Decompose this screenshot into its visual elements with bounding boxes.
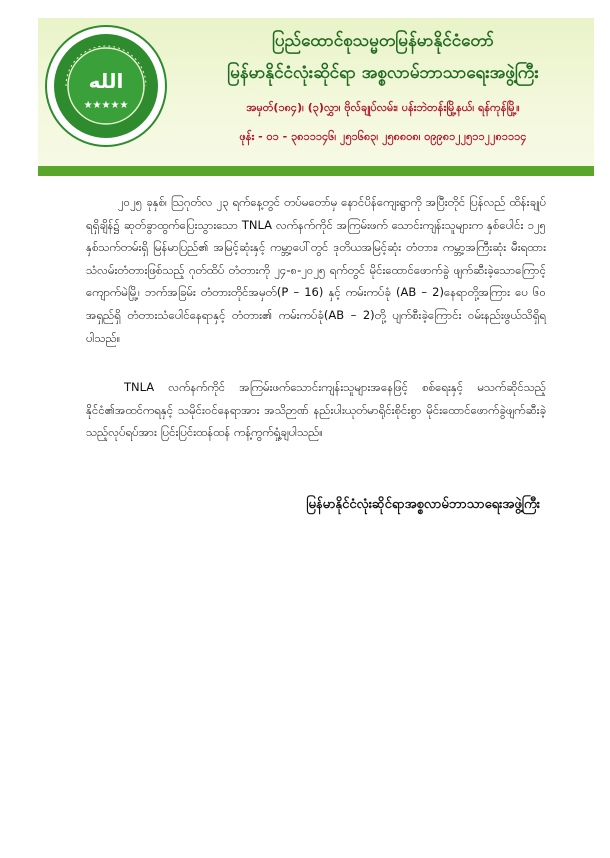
letterhead-divider: [38, 166, 594, 176]
svg-text:الله: الله: [88, 69, 124, 93]
statement-paragraph-2: TNLA လက်နက်ကိုင် အကြမ်းဖက်သောင်းကျန်းသူများအနေဖြင့် စစ်ရေးနှင့် မသက်ဆိုင်သည့် နိုင်ငံ၏အထင်ကရနှင့် သမိုင်းဝင်နေရာအား အသိဉာဏ် နည်းပါးယုတ်မာရိုင်းစိုင်းစွာ မိုင်းထောင်ဖောက်ခွဲဖျက်ဆီးခဲ့သည့်လုပ်ရပ်အား ပြင်းပြင်းထန်ထန် ကန့်ကွက်ရှုံ့ချပါသည်။: [86, 380, 546, 440]
letterhead-organization-name: မြန်မာနိုင်ငံလုံးဆိုင်ရာ အစ္စလာမ်ဘာသာရေးအဖွဲ့ကြီး: [227, 63, 539, 83]
letterhead-address: အမှတ်(၁၈၄)၊ (၃)လွှာ၊ ဗိုလ်ချုပ်လမ်း၊ ပန်းဘဲတန်းမြို့နယ်၊ ရန်ကုန်မြို့။: [246, 101, 520, 114]
letterhead-country-title: ပြည်ထောင်စုသမ္မတမြန်မာနိုင်ငံတော်: [272, 31, 494, 51]
signature-organization: မြန်မာနိုင်ငံလုံးဆိုင်ရာအစ္စလာမ်ဘာသာရေးအဖွဲ့ကြီး: [306, 497, 540, 512]
svg-text:★★★★★: ★★★★★: [83, 100, 129, 111]
organization-seal-logo: [44, 24, 168, 148]
letterhead-phone: ဖုန်း - ၀၁ - ၃၈၁၁၁၄၆၊ ၂၅၁၆၈၃၊ ၂၅၈၈၀၈၊ ၀၉၉၈၁၂၂၅၁၁၂၂၈၁၁၁၄: [239, 130, 527, 143]
statement-paragraph-1: ၂၀၂၅ ခုနှစ်၊ ဩဂုတ်လ ၂၃ ရက်နေ့တွင် တပ်မတော်မှ နောင်ပိန်ကျေးရွာကို အပြီးတိုင် ပြန်လည် ထိန်းချုပ်ရရှိချိန်၌ ဆုတ်ခွာထွက်ပြေးသွားသော TNLA လက်နက်ကိုင် အကြမ်းဖက် သောင်းကျန်းသူများက နှစ်ပေါင်း ၁၂၅ နှစ်သက်တမ်းရှိ မြန်မာပြည်၏ အမြင့်ဆုံးနှင့် ကမ္ဘာ့ပေါ်တွင် ဒုတိယအမြင့်ဆုံး တံတား၊ ကမ္ဘာ့အကြီးဆုံး မီးရထားသံလမ်းတံတားဖြစ်သည့် ဂုတ်ထိပ် တံတားကို ၂၄-၈-၂၀၂၅ ရက်တွင် မိုင်းထောင်ဖောက်ခွဲ ဖျက်ဆီးခဲ့သောကြောင့် ကျောက်မဲမြို့၊ ဘက်အခြမ်း တံတားတိုင်အမှတ်(P – 16) နှင့် ကမ်းကပ်ခုံ (AB – 2)နေရာတို့အကြား ပေ ၆၀ အရှည်ရှိ တံတားသံပေါင်နေရာနှင့် တံတား၏ ကမ်းကပ်ခုံ(AB – 2)တို့ ပျက်စီးခဲ့ကြောင်း ဝမ်းနည်းဖွယ်သိရှိရပါသည်။: [86, 195, 546, 345]
